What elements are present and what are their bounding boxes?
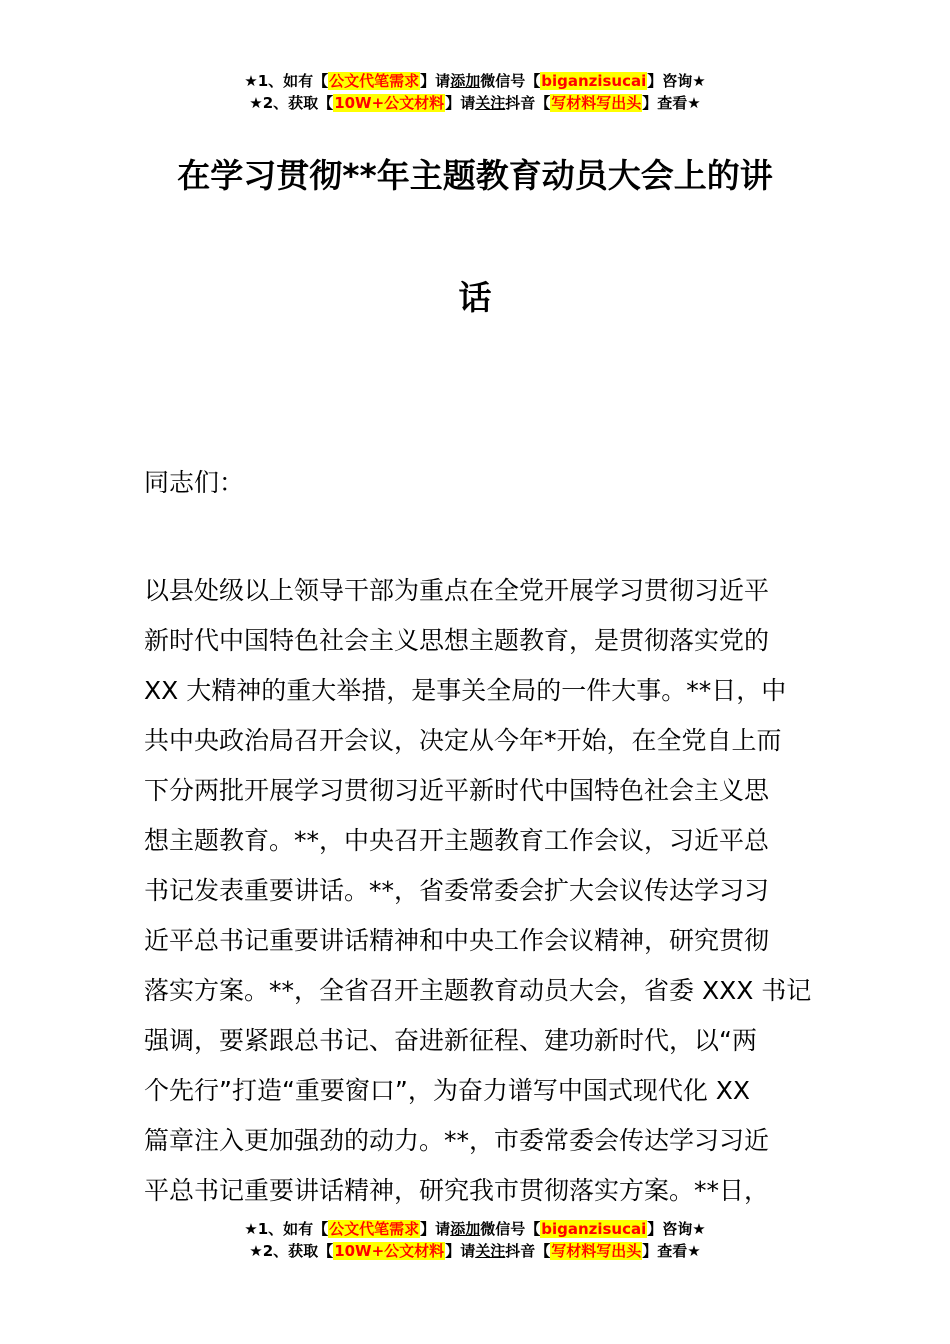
body-line: 落实方案。**，全省召开主题教育动员大会，省委 XXX 书记 [144, 976, 812, 1005]
document-title-line-1: 在学习贯彻**年主题教育动员大会上的讲 [177, 156, 773, 195]
footer-banner [0, 1218, 950, 1262]
body-paragraph [144, 566, 814, 1216]
body-line: 下分两批开展学习贯彻习近平新时代中国特色社会主义思 [144, 776, 770, 805]
body-line: 个先行”打造“重要窗口”，为奋力谱写中国式现代化 XX [144, 1076, 751, 1105]
highlight-service: 公文代笔需求 [329, 1220, 420, 1238]
document-title-line-2: 话 [458, 278, 492, 317]
body-line: 强调，要紧跟总书记、奋进新征程、建功新时代，以“两 [144, 1026, 757, 1055]
banner-line-2: ★2、获取【10W+公文材料】请关注抖音【写材料写出头】查看★ [249, 94, 701, 112]
body-line: 篇章注入更加强劲的动力。**，市委常委会传达学习习近 [144, 1126, 770, 1155]
body-line: 平总书记重要讲话精神，研究我市贯彻落实方案。**日， [144, 1176, 770, 1205]
highlight-wechat-id: biganzisucai [541, 72, 647, 90]
body-line: 新时代中国特色社会主义思想主题教育，是贯彻落实党的 [144, 626, 770, 655]
body-line: 书记发表重要讲话。**，省委常委会扩大会议传达学习习 [144, 876, 770, 905]
banner-line-2: ★2、获取【10W+公文材料】请关注抖音【写材料写出头】查看★ [249, 1242, 701, 1260]
body-line: XX 大精神的重大举措，是事关全局的一件大事。**日，中 [144, 676, 787, 705]
body-line: 以县处级以上领导干部为重点在全党开展学习贯彻习近平 [144, 576, 770, 605]
highlight-douyin-account: 写材料写出头 [551, 94, 642, 112]
banner-line-1: ★1、如有【公文代笔需求】请添加微信号【biganzisucai】咨询★ [244, 72, 706, 90]
body-line: 想主题教育。**，中央召开主题教育工作会议，习近平总 [144, 826, 770, 855]
body-line: 近平总书记重要讲话精神和中央工作会议精神，研究贯彻 [144, 926, 770, 955]
salutation: 同志们： [144, 468, 245, 497]
highlight-wechat-id: biganzisucai [541, 1220, 647, 1238]
header-banner [0, 70, 950, 114]
body-line: 共中央政治局召开会议，决定从今年*开始，在全党自上而 [144, 726, 782, 755]
highlight-materials: 10W+公文材料 [334, 94, 445, 112]
banner-line-1: ★1、如有【公文代笔需求】请添加微信号【biganzisucai】咨询★ [244, 1220, 706, 1238]
highlight-service: 公文代笔需求 [329, 72, 420, 90]
highlight-materials: 10W+公文材料 [334, 1242, 445, 1260]
highlight-douyin-account: 写材料写出头 [551, 1242, 642, 1260]
